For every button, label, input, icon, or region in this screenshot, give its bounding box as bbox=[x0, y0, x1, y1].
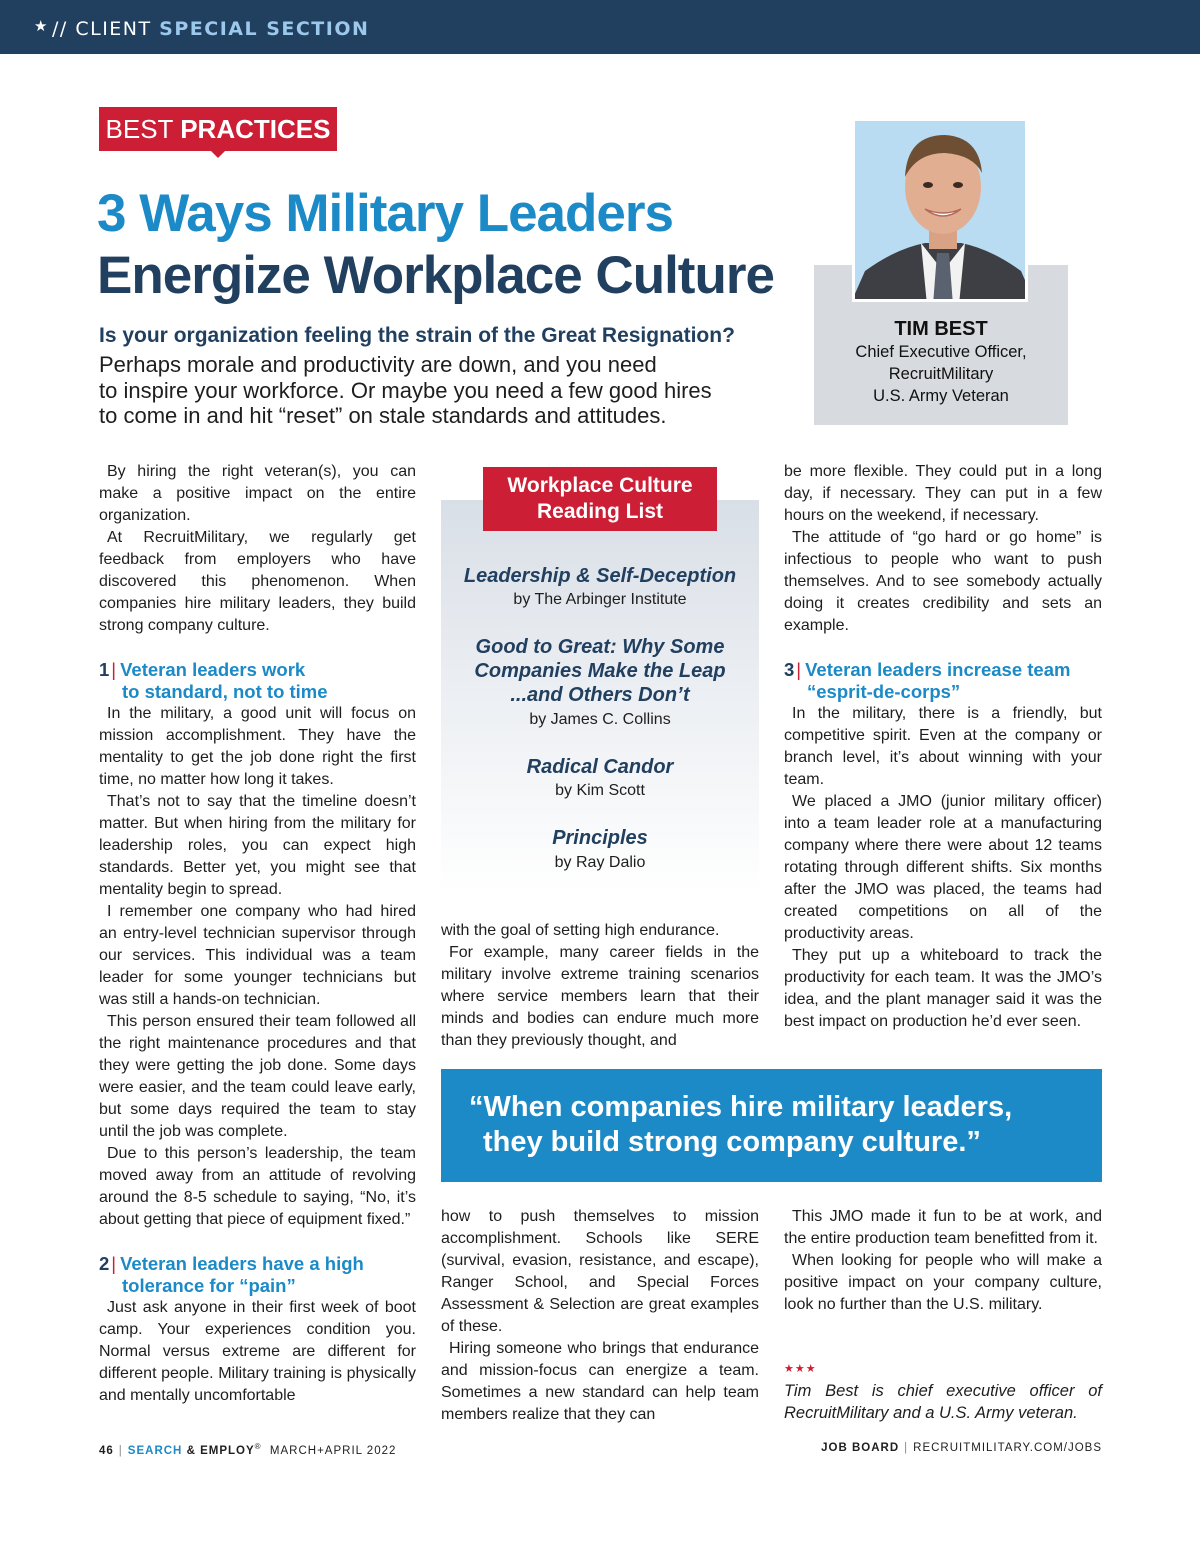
book-title-cont: Companies Make the Leap bbox=[474, 660, 726, 682]
book-author: by The Arbinger Institute bbox=[513, 591, 687, 608]
section-number: 2 bbox=[99, 1253, 110, 1274]
column-3-lower bbox=[784, 1206, 1102, 1316]
column-2-upper bbox=[441, 920, 759, 1052]
tag-notch bbox=[209, 149, 227, 158]
author-bio: Tim Best is chief executive officer of RecruitMilitary and a U.S. Army veteran. bbox=[784, 1382, 1102, 1422]
section-3-heading bbox=[784, 659, 1102, 703]
body-paragraph: By hiring the right veteran(s), you can make a positive impact on the entire organization. bbox=[99, 463, 416, 524]
column-1 bbox=[99, 461, 416, 1407]
portrait-illustration bbox=[855, 121, 1028, 302]
body-paragraph: I remember one company who had hired an entry-level technician supervisor through our services. This individual was a team leader for some younger technicians but was still a hands-on technician. bbox=[99, 903, 416, 1008]
body-paragraph: In the military, a good unit will focus on mission accomplishment. They have the mentality to get the job done right the first time, no matter how long it takes. bbox=[99, 705, 416, 788]
reading-list-heading-line: Reading List bbox=[536, 500, 663, 523]
book-title: Principles bbox=[552, 827, 648, 849]
column-3 bbox=[784, 461, 1102, 1033]
section-bar: | bbox=[796, 659, 802, 680]
book-author: by Ray Dalio bbox=[554, 854, 646, 871]
author-name: TIM BEST bbox=[894, 318, 988, 340]
deck-line: to inspire your workforce. Or maybe you need a few good hires bbox=[99, 377, 712, 403]
folio-separator: | bbox=[904, 1442, 909, 1454]
body-paragraph: That’s not to say that the timeline doesn’t matter. But when hiring from the military for leadership roles, you can expect high standards. Better yet, you might see that mentality begin to spread. bbox=[99, 793, 416, 898]
section-2-heading bbox=[99, 1253, 416, 1297]
folio-left bbox=[99, 1442, 396, 1457]
tag-bold: PRACTICES bbox=[180, 114, 331, 144]
folio-separator: | bbox=[118, 1444, 123, 1457]
section-title: Veteran leaders work bbox=[120, 659, 306, 680]
section-title-cont: tolerance for “pain” bbox=[122, 1275, 296, 1296]
spacer bbox=[784, 637, 1102, 659]
book-title: Radical Candor bbox=[526, 756, 674, 778]
book-author: by Kim Scott bbox=[555, 782, 645, 799]
folio-section: JOB BOARD bbox=[821, 1442, 900, 1454]
body-paragraph: The attitude of “go hard or go home” is infectious to people who want to push themselves. And to see somebody actually doing it creates credibility and sets an example. bbox=[784, 529, 1102, 634]
book-author: by James C. Collins bbox=[529, 711, 671, 728]
body-paragraph: be more flexible. They could put in a long day, if necessary. They can put in a few hours on the weekend, if necessary. bbox=[784, 463, 1102, 524]
body-paragraph: For example, many career fields in the military involve extreme training scenarios where service members learn that their minds and bodies can endure much more than they previously thought, and bbox=[441, 944, 759, 1049]
body-paragraph: how to push themselves to mission accomplishment. Schools like SERE (survival, evasion, resistance, and escape), Ranger School, and Special Forces Assessment & Selection are great examples of these. bbox=[441, 1208, 759, 1335]
body-paragraph: We placed a JMO (junior military officer) into a team leader role at a manufacturing company where there were about 12 teams rotating through different shifts. Six months after the JMO was placed, the teams had created competitions on all of the productivity areas. bbox=[784, 793, 1102, 942]
section-number: 3 bbox=[784, 659, 795, 680]
best-practices-tag bbox=[99, 107, 337, 151]
page-number: 46 bbox=[99, 1444, 114, 1457]
author-service: U.S. Army Veteran bbox=[873, 387, 1009, 405]
headline-line-1: 3 Ways Military Leaders bbox=[97, 184, 673, 243]
banner-label bbox=[52, 18, 369, 40]
section-number: 1 bbox=[99, 659, 110, 680]
registered-mark: ® bbox=[254, 1442, 262, 1451]
section-title: Veteran leaders have a high bbox=[120, 1253, 364, 1274]
body-paragraph: At RecruitMilitary, we regularly get feedback from employers who have discovered this phenomenon. When companies hire military leaders, they build strong company culture. bbox=[99, 529, 416, 634]
author-photo bbox=[852, 118, 1028, 302]
magazine-name: SEARCH bbox=[127, 1444, 183, 1457]
pull-quote-line: “When companies hire military leaders, bbox=[469, 1091, 1013, 1123]
reading-list-heading-line: Workplace Culture bbox=[507, 474, 693, 497]
folio-right bbox=[760, 1442, 1102, 1454]
body-paragraph: This JMO made it fun to be at work, and the entire production team benefitted from it. bbox=[784, 1208, 1102, 1247]
deck-line: to come in and hit “reset” on stale standards and attitudes. bbox=[99, 403, 667, 428]
tag-light: BEST bbox=[105, 114, 173, 144]
issue-date: MARCH+APRIL 2022 bbox=[269, 1444, 397, 1457]
author-company: RecruitMilitary bbox=[888, 365, 994, 383]
body-paragraph: Just ask anyone in their first week of boot camp. Your experiences condition you. Normal versus extreme are different for different people. Military training is physically and mentally uncomfortable bbox=[99, 1299, 416, 1404]
body-paragraph: Due to this person’s leadership, the team moved away from an attitude of revolving around the 8-5 schedule to saying, “No, it’s about getting that piece of equipment fixed.” bbox=[99, 1145, 416, 1228]
folio-url: RECRUITMILITARY.COM/JOBS bbox=[913, 1442, 1102, 1454]
star-icon: ★ bbox=[34, 18, 48, 35]
spacer bbox=[99, 1231, 416, 1253]
section-bar: | bbox=[111, 1253, 117, 1274]
section-title-cont: “esprit-de-corps” bbox=[807, 681, 961, 702]
body-paragraph: In the military, there is a friendly, but competitive spirit. Even at the company or branch level, it’s about winning with your team. bbox=[784, 705, 1102, 788]
body-paragraph: Hiring someone who brings that endurance and mission-focus can energize a team. Sometimes a new standard can help team members realize that they can bbox=[441, 1340, 759, 1423]
magazine-name-rest: & EMPLOY bbox=[186, 1444, 255, 1457]
book-title-cont: ...and Others Don’t bbox=[510, 684, 690, 706]
reading-list-heading bbox=[483, 467, 717, 531]
section-title: Veteran leaders increase team bbox=[805, 659, 1071, 680]
book-title: Leadership & Self-Deception bbox=[463, 565, 737, 587]
deck-question: Is your organization feeling the strain of the Great Resignation? bbox=[99, 324, 735, 347]
author-title: Chief Executive Officer, bbox=[855, 343, 1027, 361]
body-paragraph: They put up a whiteboard to track the productivity for each team. It was the JMO’s idea, and the plant manager said it was the best impact on production he’d ever seen. bbox=[784, 947, 1102, 1030]
stars-icon: ★★★ bbox=[784, 1363, 817, 1375]
book-title: Good to Great: Why Some bbox=[475, 636, 725, 658]
pull-quote-line: they build strong company culture.” bbox=[483, 1126, 981, 1158]
section-1-heading bbox=[99, 659, 416, 703]
spacer bbox=[99, 637, 416, 659]
body-paragraph: with the goal of setting high endurance. bbox=[441, 922, 720, 939]
deck-line: Perhaps morale and productivity are down, and you need bbox=[99, 352, 657, 377]
section-title-cont: to standard, not to time bbox=[122, 681, 328, 702]
column-2-lower bbox=[441, 1206, 759, 1426]
body-paragraph: This person ensured their team followed all the right maintenance procedures and that they were getting the job done. Some days were easier, and the team could leave early, but some days required the team to stay until the job was complete. bbox=[99, 1013, 416, 1140]
section-bar: | bbox=[111, 659, 117, 680]
banner-client: // CLIENT bbox=[52, 18, 152, 40]
body-paragraph: When looking for people who will make a positive impact on your company culture, look no further than the U.S. military. bbox=[784, 1252, 1102, 1313]
banner-section: SPECIAL SECTION bbox=[159, 18, 370, 40]
deck-text bbox=[99, 352, 779, 429]
pull-quote bbox=[441, 1069, 1102, 1182]
headline-line-2: Energize Workplace Culture bbox=[97, 246, 774, 305]
section-banner bbox=[0, 0, 1200, 54]
